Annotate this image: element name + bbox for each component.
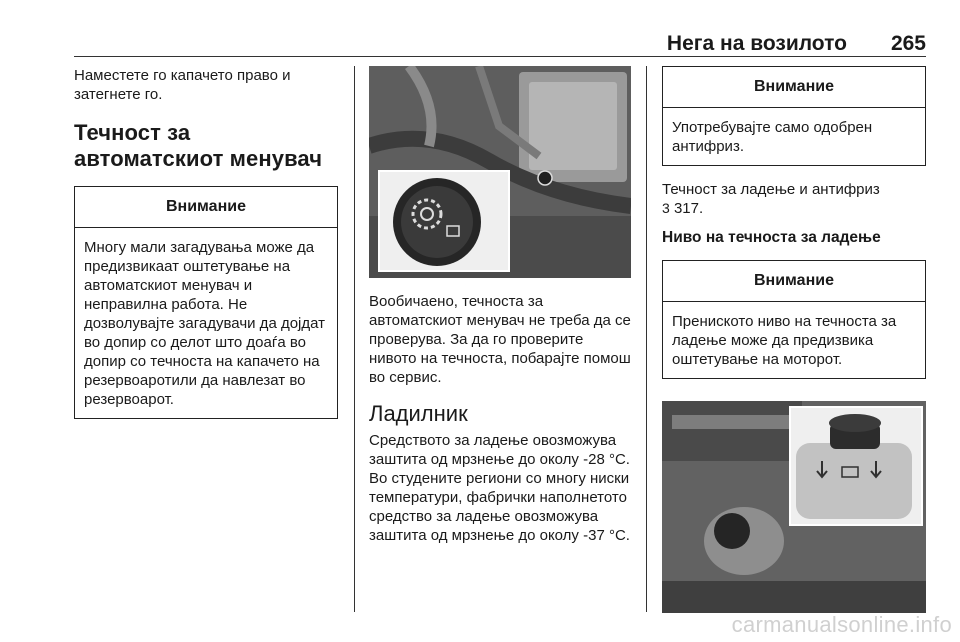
warning-box-antifreeze bbox=[662, 66, 926, 166]
page-number: 265 bbox=[890, 32, 926, 55]
column-divider-2 bbox=[646, 66, 647, 612]
section-title-coolant: Ладилник bbox=[369, 401, 468, 426]
coolant-paragraph: Средството за ладење овозможува заштита од мрзнење до околу -28 °C. Во студените региони со многу ниски температури, фабрички наполнетото средство за ладење овозможува заштита од мрзнење до околу -37 °C. bbox=[369, 432, 630, 544]
watermark-brand: carmanualsonline.info bbox=[731, 612, 952, 637]
transmission-fluid-caption: Вообичаено, течноста за автоматскиот менувач не треба да се проверува. За да го проверите нивото на течноста, побарајте помош во сервис. bbox=[369, 293, 631, 386]
column-divider-1 bbox=[354, 66, 355, 612]
warning-title: Внимание bbox=[663, 261, 925, 302]
engine-bay-illustration bbox=[369, 66, 631, 278]
column-left bbox=[74, 66, 338, 433]
coolant-reservoir-illustration bbox=[662, 401, 926, 613]
warning-box-transmission bbox=[74, 186, 338, 419]
reference-arrow-icon: 3 bbox=[662, 200, 670, 216]
page-header-title: Нега на возилото bbox=[666, 32, 847, 55]
warning-title: Внимание bbox=[663, 67, 925, 108]
warning-title: Внимание bbox=[75, 187, 337, 228]
coolant-reservoir-photo bbox=[662, 401, 926, 613]
warning-body: Употребувајте само одобрен антифриз. bbox=[672, 119, 873, 155]
coolant-reference bbox=[662, 180, 926, 218]
section-title-transmission-fluid: Течност за автоматскиот менувач bbox=[74, 120, 323, 171]
warning-body: Многу мали загадувања може да предизвикаат оштетување на автоматскиот менувач и неправилна работа. Не дозволувајте загадувачи да дојдат во допир со делот што доаѓа во допир со течноста на капачето на резервоаротили да навлезат во резервоарот. bbox=[84, 239, 326, 408]
warning-body: Прениското ниво на течноста за ладење може да предизвика оштетување на моторот. bbox=[672, 313, 897, 368]
subsection-title-coolant-level: Ниво на течноста за ладење bbox=[662, 229, 881, 246]
column-right bbox=[662, 66, 926, 613]
reference-text: Течност за ладење и антифриз bbox=[662, 181, 880, 198]
header-rule bbox=[74, 56, 926, 57]
reference-page-link[interactable]: 317. bbox=[673, 200, 704, 217]
warning-box-coolant-level bbox=[662, 260, 926, 379]
intro-paragraph: Наместете го капачето право и затегнете го. bbox=[74, 67, 291, 103]
column-middle bbox=[369, 66, 631, 555]
page-header bbox=[74, 26, 926, 56]
transmission-fluid-cap-photo bbox=[369, 66, 631, 278]
